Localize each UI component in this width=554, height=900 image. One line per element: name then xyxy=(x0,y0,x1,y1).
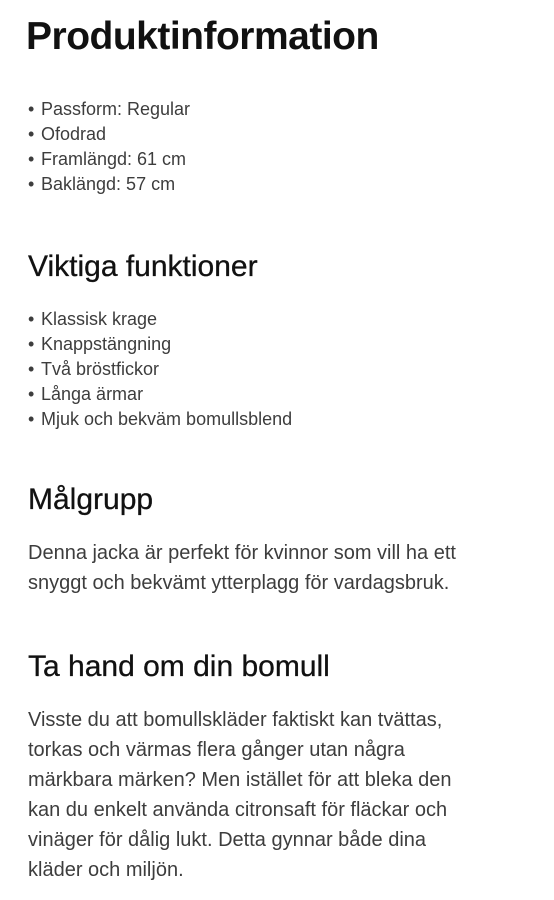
list-item-text: Framlängd: 61 cm xyxy=(41,149,187,169)
list-item xyxy=(28,357,292,382)
list-item-text: Knappstängning xyxy=(41,334,172,354)
list-item xyxy=(28,172,190,197)
care-heading: Ta hand om din bomull xyxy=(28,650,330,683)
features-heading: Viktiga funktioner xyxy=(28,250,258,283)
list-item xyxy=(28,147,190,172)
list-item xyxy=(28,97,190,122)
features-list xyxy=(28,307,292,432)
bullet-icon: • xyxy=(28,124,35,144)
list-item-text: Mjuk och bekväm bomullsblend xyxy=(41,409,293,429)
list-item xyxy=(28,382,292,407)
list-item xyxy=(28,407,292,432)
product-info-list xyxy=(28,97,190,197)
bullet-icon: • xyxy=(28,149,35,169)
list-item-text: Passform: Regular xyxy=(41,99,191,119)
bullet-icon: • xyxy=(28,359,35,379)
bullet-icon: • xyxy=(28,409,35,429)
list-item-text: Baklängd: 57 cm xyxy=(41,174,176,194)
page-title: Produktinformation xyxy=(26,15,379,58)
bullet-icon: • xyxy=(28,309,35,329)
care-text: Visste du att bomullskläder faktiskt kan tvättas, torkas och värmas flera gånger utan några märkbara märken? Men istället för att bleka den kan du enkelt använda citronsaft för fläckar och vinäger för dålig lukt. Detta gynnar både dina kläder och miljön. xyxy=(28,709,452,881)
list-item xyxy=(28,332,292,357)
target-group-text: Denna jacka är perfekt för kvinnor som vill ha ett snyggt och bekvämt ytterplagg för vardagsbruk. xyxy=(28,542,456,594)
list-item xyxy=(28,307,292,332)
bullet-icon: • xyxy=(28,334,35,354)
list-item xyxy=(28,122,190,147)
list-item-text: Ofodrad xyxy=(41,124,107,144)
list-item-text: Två bröstfickor xyxy=(41,359,160,379)
target-group-heading: Målgrupp xyxy=(28,483,154,516)
bullet-icon: • xyxy=(28,384,35,404)
list-item-text: Långa ärmar xyxy=(41,384,144,404)
bullet-icon: • xyxy=(28,174,35,194)
list-item-text: Klassisk krage xyxy=(41,309,158,329)
bullet-icon: • xyxy=(28,99,35,119)
